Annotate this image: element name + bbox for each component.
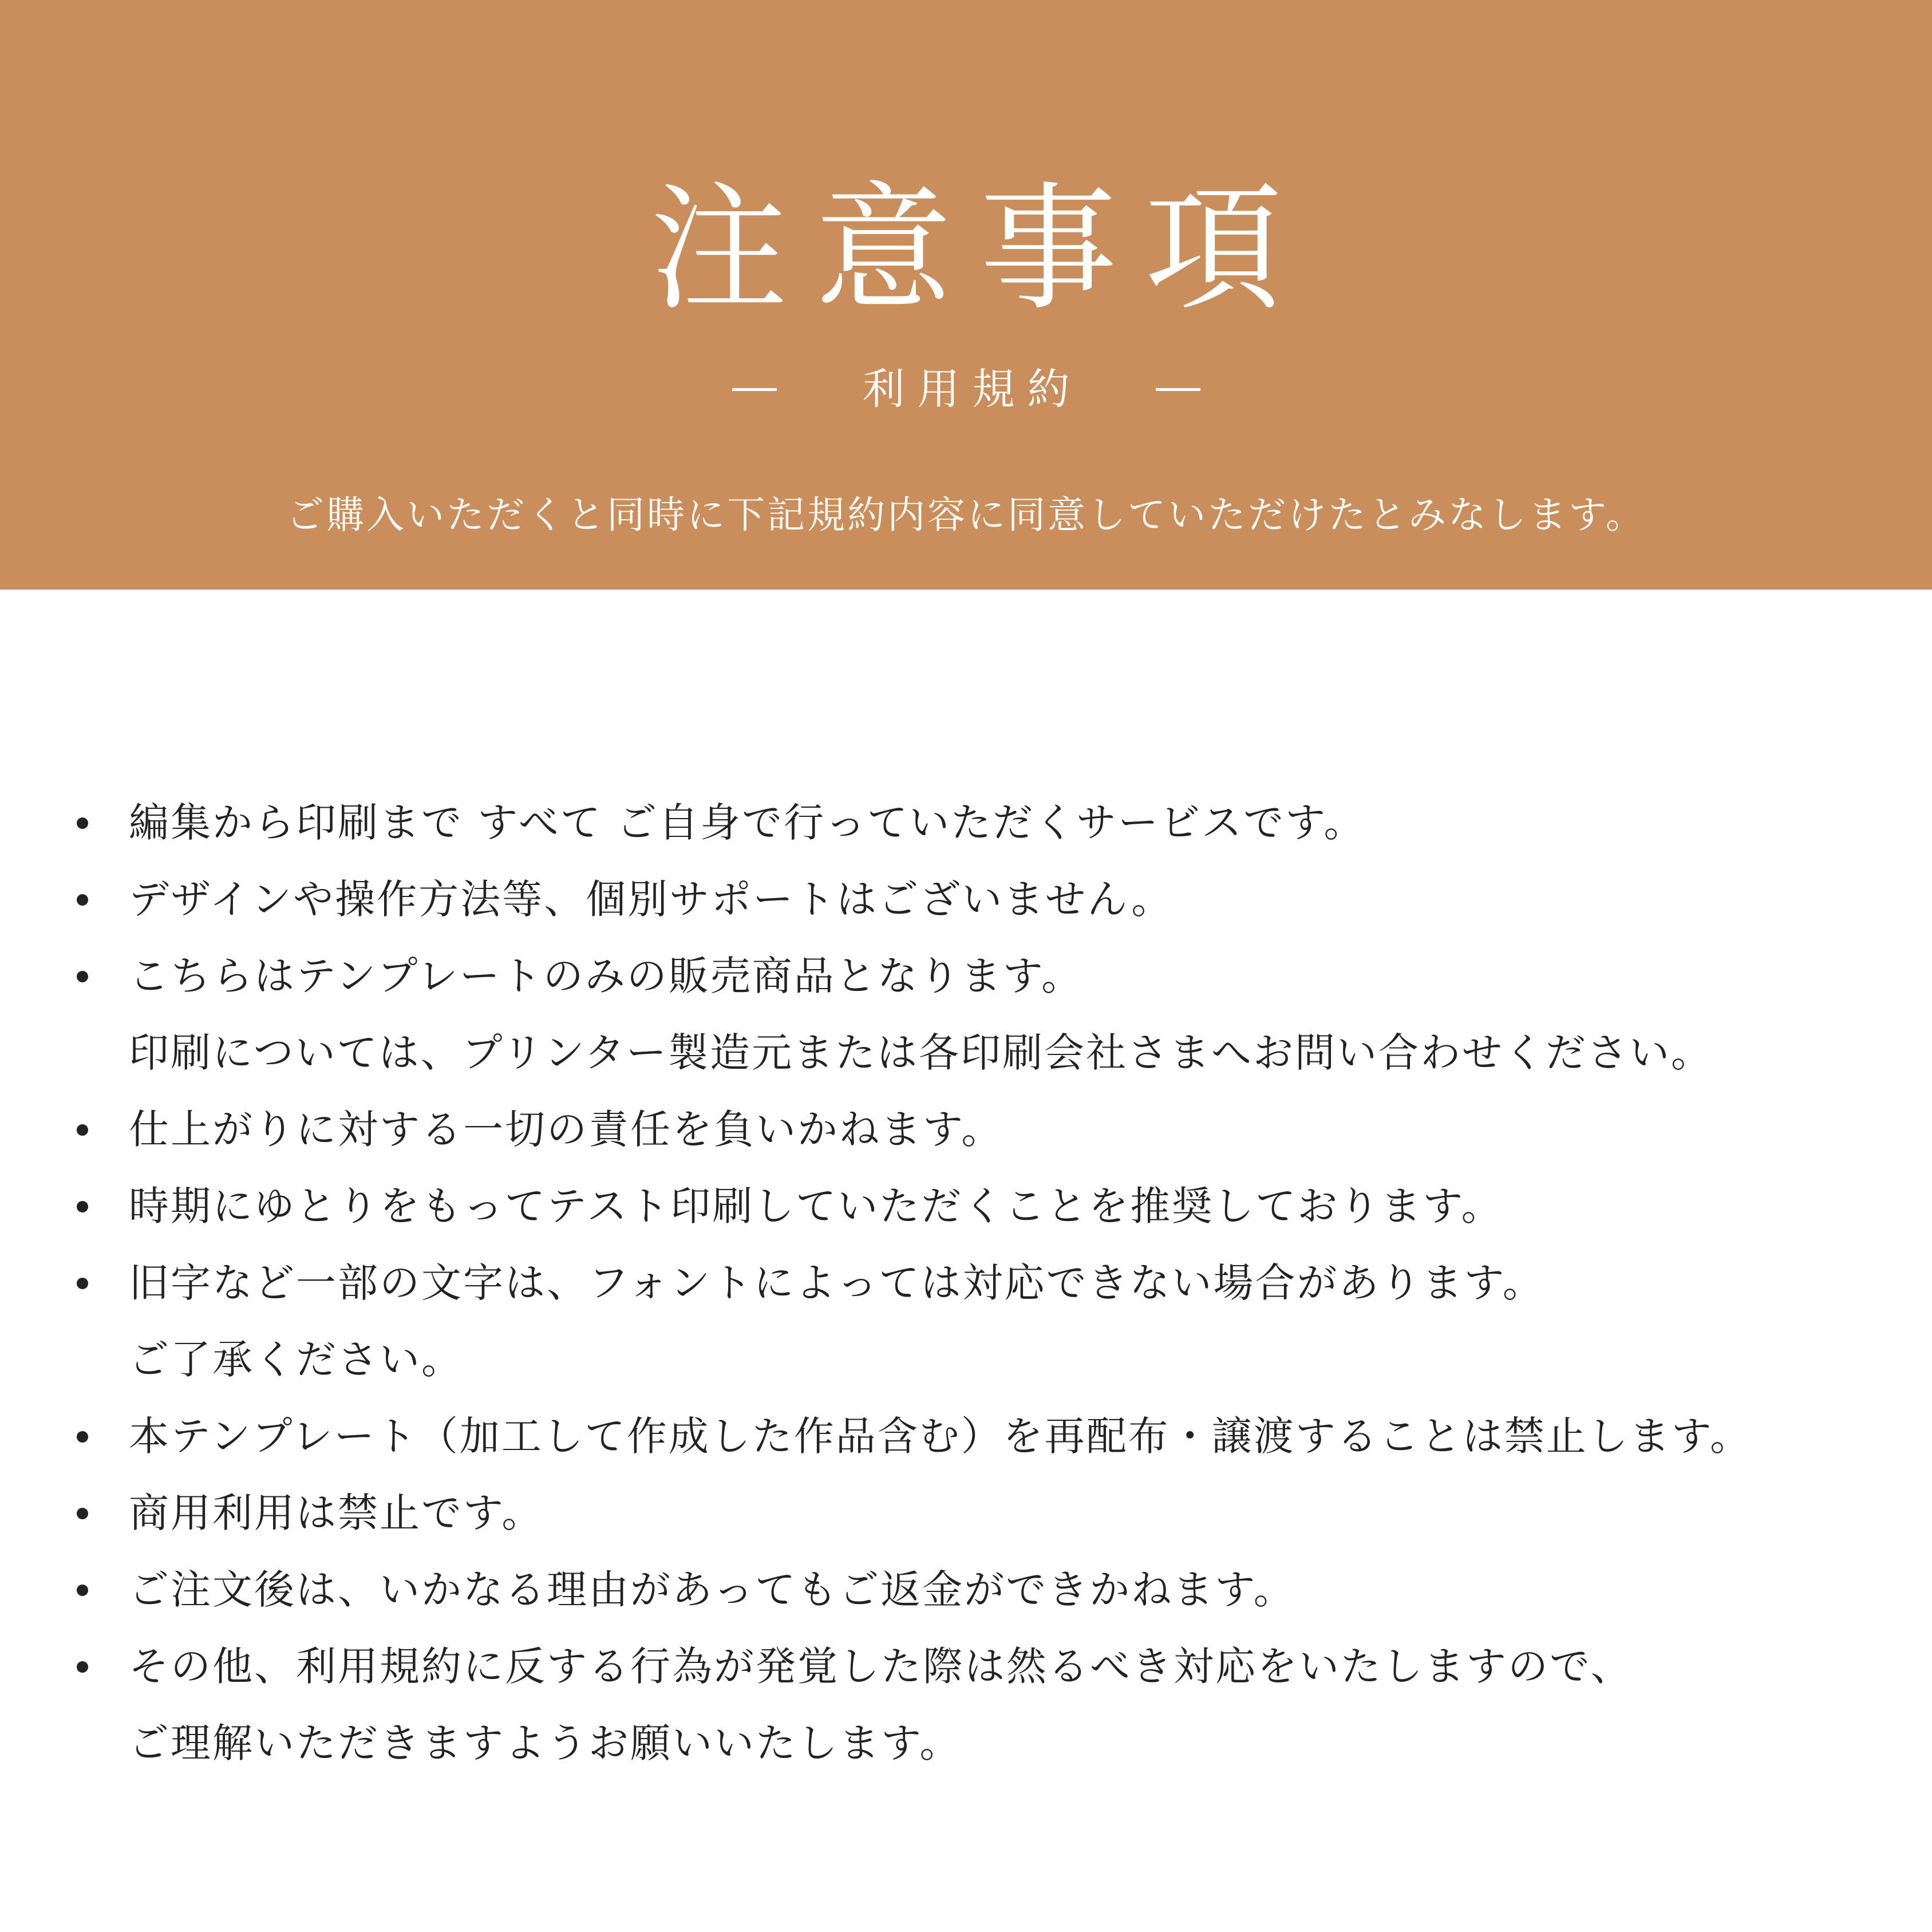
bullet-icon xyxy=(77,1585,88,1596)
agreement-notice: ご購入いただくと同時に下記規約内容に同意していただけたとみなします。 xyxy=(286,493,1646,537)
term-text: 仕上がりに対する一切の責任を負いかねます。 xyxy=(129,1106,1003,1153)
right-dash-divider xyxy=(1156,388,1200,391)
bullet-icon xyxy=(77,1661,88,1673)
list-item xyxy=(0,1475,1932,1551)
term-text-continuation: ご了承ください。 xyxy=(129,1336,463,1383)
term-text: 時期にゆとりをもってテスト印刷していただくことを推奨しております。 xyxy=(129,1183,1503,1230)
list-item xyxy=(0,861,1932,938)
left-dash-divider xyxy=(732,388,777,391)
terms-list xyxy=(0,784,1932,1781)
bullet-icon xyxy=(77,1124,88,1136)
term-text: 商用利用は禁止です。 xyxy=(129,1490,544,1536)
term-text: ご注文後は、いかなる理由があってもご返金ができかねます。 xyxy=(129,1566,1295,1613)
list-item xyxy=(0,1398,1932,1475)
term-text-continuation: 印刷については、プリンター製造元または各印刷会社さまへお問い合わせください。 xyxy=(129,1029,1713,1076)
list-item xyxy=(0,1628,1932,1781)
term-text: 本テンプレート（加工して作成した作品含む）を再配布・譲渡することは禁止します。 xyxy=(129,1413,1752,1460)
term-text: 編集から印刷まで すべて ご自身で行っていただくサービスです。 xyxy=(129,799,1366,846)
bullet-icon xyxy=(77,1431,88,1443)
term-text-continuation: ご理解いただきますようお願いいたします。 xyxy=(129,1720,962,1767)
bullet-icon xyxy=(77,1278,88,1289)
list-item xyxy=(0,938,1932,1091)
bullet-icon xyxy=(77,894,88,906)
term-text: デザインや操作方法等、個別サポートはございません。 xyxy=(129,876,1174,923)
page-title: 注意事項 xyxy=(650,169,1310,329)
subtitle: 利用規約 xyxy=(862,365,1082,414)
list-item xyxy=(0,1551,1932,1628)
subtitle-row xyxy=(0,362,1932,417)
list-item xyxy=(0,1244,1932,1398)
header-banner xyxy=(0,0,1932,590)
list-item xyxy=(0,1168,1932,1244)
term-text: 旧字など一部の文字は、フォントによっては対応できない場合があります。 xyxy=(129,1259,1544,1306)
term-text: その他、利用規約に反する行為が発覚した際は然るべき対応をいたしますので、 xyxy=(129,1643,1633,1690)
term-text: こちらはテンプレートのみの販売商品となります。 xyxy=(129,953,1084,999)
bullet-icon xyxy=(77,1508,88,1519)
bullet-icon xyxy=(77,971,88,982)
list-item xyxy=(0,784,1932,861)
list-item xyxy=(0,1091,1932,1168)
bullet-icon xyxy=(77,817,88,829)
bullet-icon xyxy=(77,1201,88,1212)
